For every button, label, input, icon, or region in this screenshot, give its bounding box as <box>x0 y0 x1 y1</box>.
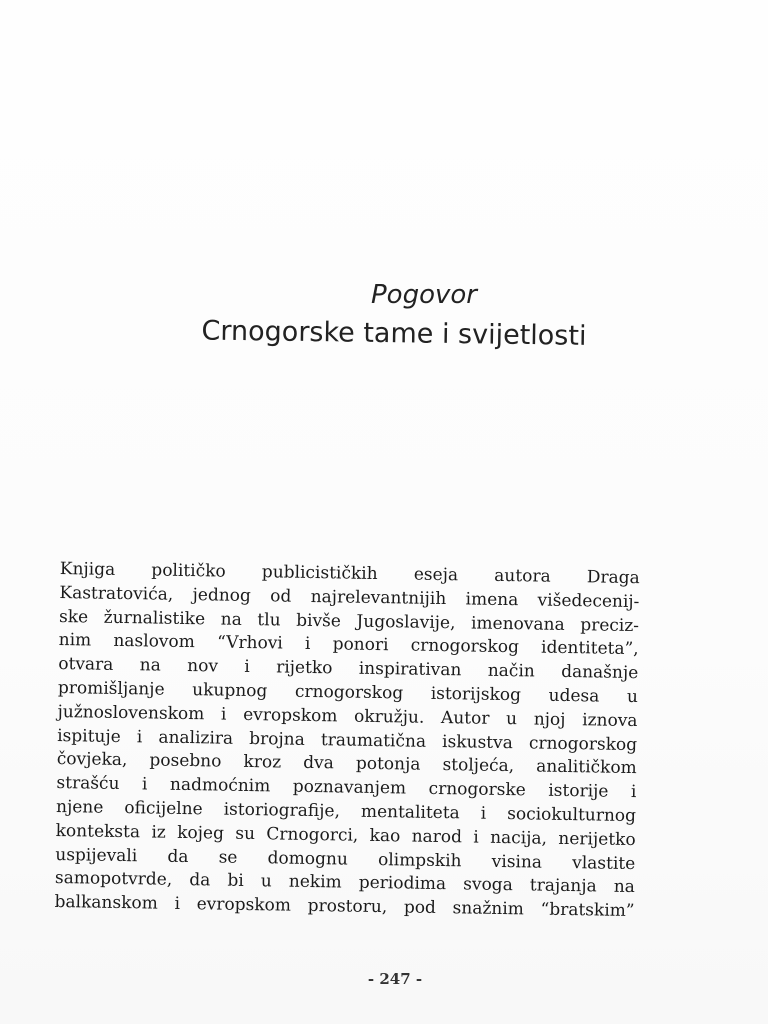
body-paragraph <box>54 558 640 924</box>
text-line: čovjeka, posebno kroz dva potonja stoljeća, analitičkom <box>56 749 637 779</box>
text-line: nim naslovom “Vrhovi i ponori crnogorskog identiteta”, <box>58 630 639 660</box>
text-line: Kastratovića, jednog od najrelevantnijih imena višedecenij- <box>59 582 640 612</box>
text-line: Knjiga političko publicističkih eseja autora Draga <box>59 558 640 589</box>
chapter-title: Crnogorske tame i svijetlosti <box>201 315 587 352</box>
text-line: promišljanje ukupnog crnogorskog istorijskog udesa u <box>57 677 639 708</box>
chapter-subtitle: Pogovor <box>371 280 477 310</box>
text-line: južnoslovenskom i evropskom okružju. Autor u njoj iznova <box>57 701 638 731</box>
text-line: konteksta iz kojeg su Crnogorci, kao narod i nacija, nerijetko <box>55 820 636 850</box>
text-line: njene oficijelne istoriografije, mentaliteta i sociokulturnog <box>55 796 637 827</box>
text-line: strašću i nadmoćnim poznavanjem crnogorske istorije i <box>56 773 637 803</box>
page-number: - 247 - <box>367 970 423 988</box>
text-line: ske žurnalistike na tlu bivše Jugoslavije, imenovana preciz- <box>58 606 640 636</box>
text-line: uspijevali da se domognu olimpskih visina vlastite <box>55 844 636 874</box>
text-line: ispituje i analizira brojna traumatična iskustva crnogorskog <box>57 725 638 755</box>
text-line: samopotvrde, da bi u nekim periodima svoga trajanja na <box>54 868 636 898</box>
text-line: balkanskom i evropskom prostoru, pod snažnim “bratskim” <box>54 892 635 922</box>
text-line: otvara na nov i rijetko inspirativan način današnje <box>58 654 639 684</box>
